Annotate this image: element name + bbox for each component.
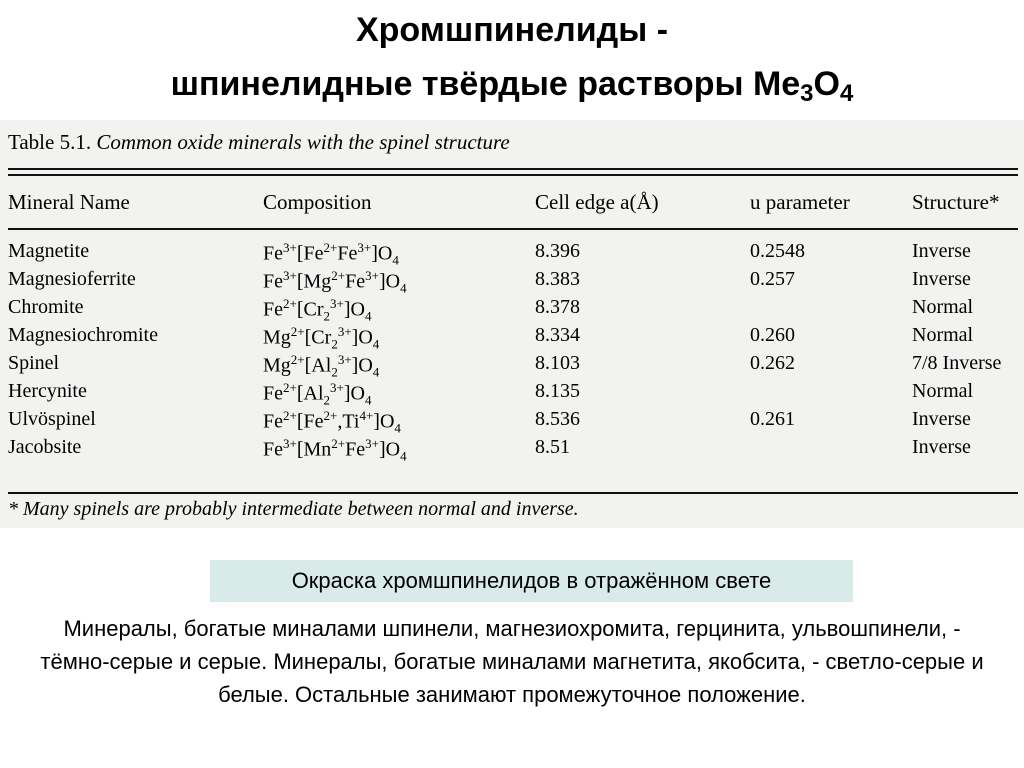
table-rule-top-2 [8, 174, 1018, 176]
slide-title-line-1: Хромшпинелиды - [355, 11, 669, 49]
title-subscript-3: 3 [800, 80, 814, 107]
cell-edge-cell: 8.135 [535, 380, 580, 402]
table-rule-top [8, 168, 1018, 170]
composition-cell: $Fe^{3+}[Mn^{2+}Fe^{3+}]O_4$ [263, 436, 407, 464]
mineral-name-cell: Spinel [8, 352, 60, 374]
composition-cell: $Fe^{3+}[Mg^{2+}Fe^{3+}]O_4$ [263, 268, 407, 296]
composition-cell: $Fe^{3+}[Fe^{2+}Fe^{3+}]O_4$ [263, 240, 399, 268]
structure-cell: Normal [912, 380, 974, 402]
title-subscript-4: 4 [839, 80, 854, 107]
table-footnote: * Many spinels are probably intermediate between normal and inverse. [8, 498, 579, 520]
structure-cell: Inverse [912, 240, 971, 262]
cell-edge-cell: 8.51 [535, 436, 570, 458]
u-parameter-cell: 0.257 [750, 268, 795, 290]
table-caption-text: Common oxide minerals with the spinel structure [96, 130, 510, 154]
header-cell-edge: Cell edge a(Å) [535, 190, 659, 214]
table-rule-header [8, 228, 1018, 230]
cell-edge-cell: 8.536 [535, 408, 580, 430]
structure-cell: Normal [912, 296, 974, 318]
table-rule-bottom [8, 492, 1018, 494]
structure-cell: Inverse [912, 436, 971, 458]
title-text: шпинелидные твёрдые растворы Me [170, 65, 801, 103]
slide-title-line-2 [0, 64, 1024, 114]
mineral-name-cell: Magnesioferrite [8, 268, 136, 290]
composition-cell: $Fe^{2+}[Fe^{2+},Ti^{4+}]O_4$ [263, 408, 401, 436]
table-row [0, 296, 1024, 324]
structure-cell: Inverse [912, 268, 971, 290]
table-row [0, 408, 1024, 436]
header-composition: Composition [263, 190, 372, 214]
u-parameter-cell: 0.2548 [750, 240, 805, 262]
scanned-table-image [0, 120, 1024, 528]
structure-cell: 7/8 Inverse [912, 352, 1002, 374]
table-row [0, 436, 1024, 464]
title-oxygen: O [813, 65, 840, 103]
table-row [0, 324, 1024, 352]
mineral-name-cell: Magnesiochromite [8, 324, 158, 346]
mineral-name-cell: Jacobsite [8, 436, 82, 458]
header-mineral-name: Mineral Name [8, 190, 130, 214]
composition-cell: $Mg^{2+}[Cr_2^{3+}]O_4$ [263, 324, 380, 352]
mineral-name-cell: Hercynite [8, 380, 87, 402]
u-parameter-cell: 0.260 [750, 324, 795, 346]
header-u-parameter: u parameter [750, 190, 850, 214]
mineral-name-cell: Magnetite [8, 240, 90, 262]
table-row [0, 352, 1024, 380]
cell-edge-cell: 8.103 [535, 352, 580, 374]
cell-edge-cell: 8.334 [535, 324, 580, 346]
table-row [0, 268, 1024, 296]
table-caption [8, 130, 510, 155]
composition-cell: $Fe^{2+}[Al_2^{3+}]O_4$ [263, 380, 372, 408]
composition-cell: $Mg^{2+}[Al_2^{3+}]O_4$ [263, 352, 380, 380]
mineral-name-cell: Ulvöspinel [8, 408, 96, 430]
composition-cell: $Fe^{2+}[Cr_2^{3+}]O_4$ [263, 296, 372, 324]
u-parameter-cell: 0.262 [750, 352, 795, 374]
u-parameter-cell: 0.261 [750, 408, 795, 430]
table-row [0, 380, 1024, 408]
header-structure: Structure* [912, 190, 1000, 214]
table-caption-label: Table 5.1. [8, 130, 92, 154]
structure-cell: Normal [912, 324, 974, 346]
cell-edge-cell: 8.383 [535, 268, 580, 290]
body-paragraph: Минералы, богатые миналами шпинели, магнезиохромита, герцинита, ульвошпинели, - тёмно-серые и серые. Минералы, богатые миналами магнетита, якобсита, - светло-серые и белые. Остальные занимают промежуточное положение. [40, 616, 984, 707]
mineral-name-cell: Chromite [8, 296, 84, 318]
cell-edge-cell: 8.378 [535, 296, 580, 318]
section-subheading: Окраска хромшпинелидов в отражённом свете [210, 560, 853, 602]
table-row [0, 240, 1024, 268]
cell-edge-cell: 8.396 [535, 240, 580, 262]
structure-cell: Inverse [912, 408, 971, 430]
